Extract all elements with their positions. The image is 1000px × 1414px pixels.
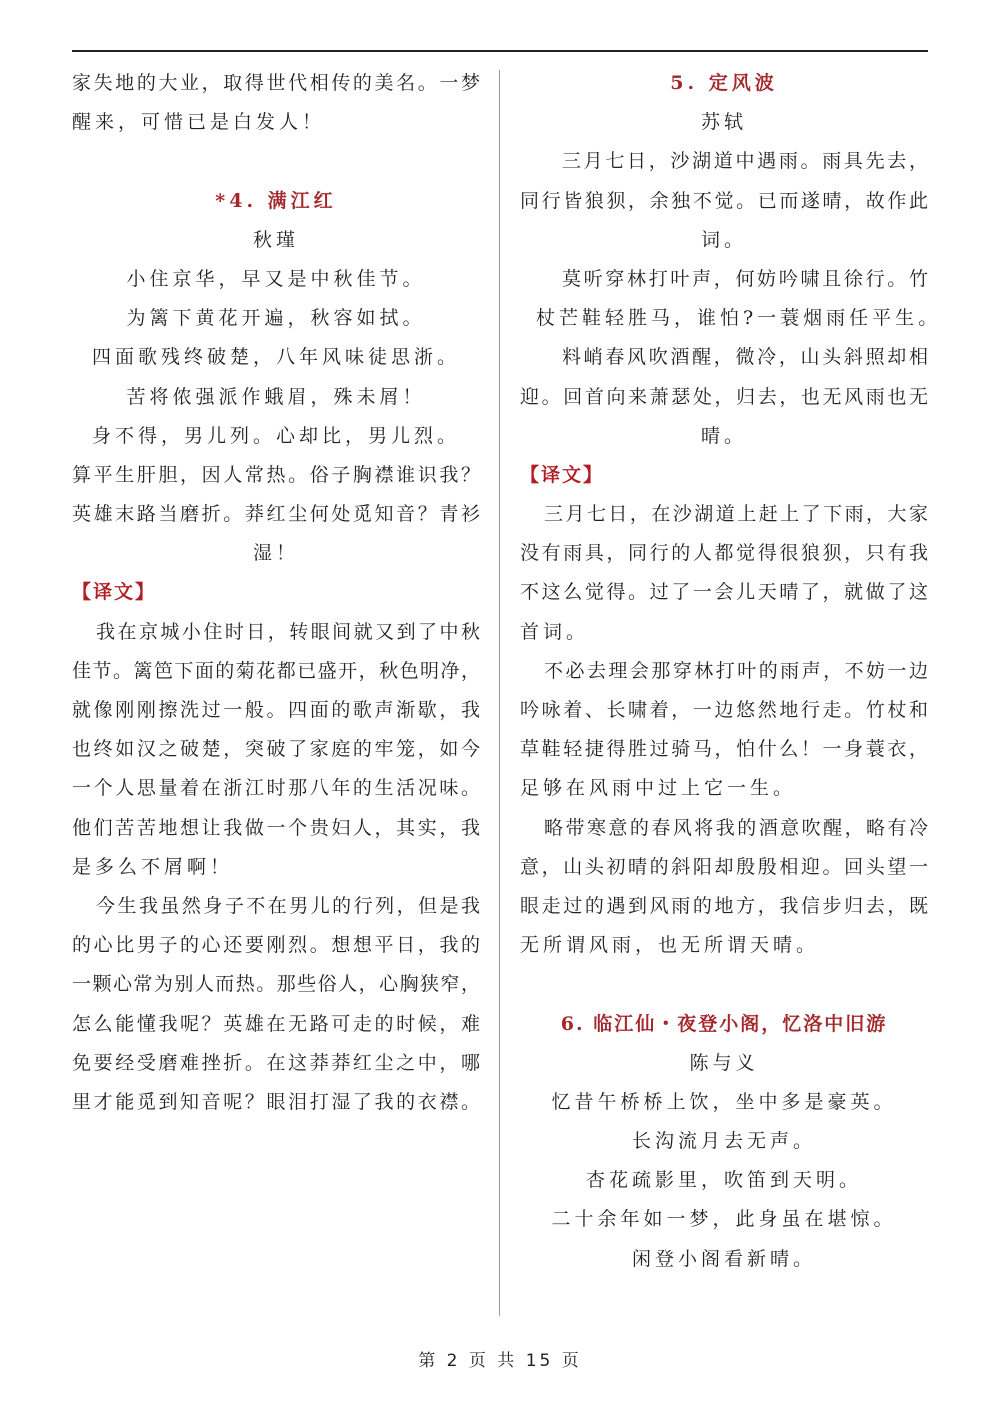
poem-author: 苏轼 <box>700 111 747 134</box>
poem-line: 为篱下黄花开遍，秋容如拭。 <box>126 307 426 330</box>
translation-line: 不必去理会那穿林打叶的雨声，不妨一边 <box>544 659 928 682</box>
translation-line: 免要经受磨难挫折。在这莽莽红尘之中，哪 <box>72 1051 480 1074</box>
right-column <box>520 64 942 1279</box>
translation-line: 里才能觅到知音呢？眼泪打湿了我的衣襟。 <box>72 1090 480 1113</box>
poem-line: 闲登小阁看新晴。 <box>631 1247 816 1270</box>
poem-line: 词。 <box>700 228 747 251</box>
spacer <box>520 965 928 1004</box>
poem-line: 苦将侬强派作蛾眉，殊未屑！ <box>126 385 426 408</box>
poem-line: 长沟流月去无声。 <box>631 1130 816 1153</box>
poem-line: 同行皆狼狈，余独不觉。已而遂晴，故作此 <box>520 189 928 212</box>
header-rule <box>72 50 928 52</box>
poem-line: 料峭春风吹酒醒，微冷，山头斜照却相 <box>562 346 928 369</box>
poem-title: *4. 满江红 <box>215 189 337 212</box>
translation-line: 他们苦苦地想让我做一个贵妇人，其实，我 <box>72 816 480 839</box>
poem-line: 身不得，男儿列。心却比，男儿烈。 <box>91 424 460 447</box>
poem-line: 小住京华，早又是中秋佳节。 <box>126 267 426 290</box>
text-line: 家失地的大业，取得世代相传的美名。一梦 <box>72 72 480 94</box>
poem-line: 杏花疏影里，吹笛到天明。 <box>585 1169 862 1192</box>
poem-line: 湿！ <box>252 542 299 565</box>
text-line: 醒来，可惜已是白发人！ <box>72 111 326 134</box>
poem-line: 三月七日，沙湖道中遇雨。雨具先去， <box>562 150 928 173</box>
translation-line: 一颗心常为别人而热。那些俗人，心胸狭窄， <box>72 973 480 996</box>
translation-line: 我在京城小住时日，转眼间就又到了中秋 <box>96 620 480 643</box>
translation-label: 【译文】 <box>520 463 605 486</box>
translation-line: 草鞋轻捷得胜过骑马，怕什么！一身蓑衣， <box>520 738 928 761</box>
poem-line: 四面歌残终破楚，八年风味徒思浙。 <box>91 346 460 369</box>
poem-line: 莫听穿林打叶声，何妨吟啸且徐行。竹 <box>562 267 928 290</box>
translation-line: 三月七日，在沙湖道上赶上了下雨，大家 <box>544 503 928 526</box>
translation-line: 就像刚刚擦洗过一般。四面的歌声渐歇，我 <box>72 699 480 721</box>
translation-line: 没有雨具，同行的人都觉得很狼狈，只有我 <box>520 542 928 565</box>
poem-line: 忆昔午桥桥上饮，坐中多是豪英。 <box>551 1090 897 1113</box>
translation-line: 怎么能懂我呢？英雄在无路可走的时候，难 <box>72 1012 480 1035</box>
poem-line: 算平生肝胆，因人常热。俗子胸襟谁识我？ <box>72 463 480 486</box>
translation-line: 一个人思量着在浙江时那八年的生活况味。 <box>72 777 480 800</box>
translation-line: 足够在风雨中过上它一生。 <box>520 777 797 800</box>
poem-line: 杖芒鞋轻胜马，谁怕?一蓑烟雨任平生。 <box>536 307 942 330</box>
translation-line: 也终如汉之破楚，突破了家庭的牢笼，如今 <box>72 738 480 761</box>
column-divider <box>499 70 500 1316</box>
poem-title: 6. 临江仙・夜登小阁，忆洛中旧游 <box>560 1012 888 1035</box>
poem-line: 迎。回首向来萧瑟处，归去，也无风雨也无 <box>520 385 928 408</box>
translation-label: 【译文】 <box>72 581 157 604</box>
translation-line: 今生我虽然身子不在男儿的行列，但是我 <box>96 894 480 917</box>
poem-line: 英雄末路当磨折。莽红尘何处觅知音？青衫 <box>72 503 480 526</box>
translation-line: 吟咏着、长啸着，一边悠然地行走。竹杖和 <box>520 699 928 721</box>
poem-author: 秋瑾 <box>252 228 299 251</box>
poem-line: 二十余年如一梦，此身虽在堪惊。 <box>551 1208 897 1231</box>
translation-line: 首词。 <box>520 620 590 643</box>
translation-line: 的心比男子的心还要刚烈。想想平日，我的 <box>72 934 480 957</box>
left-column <box>72 64 480 1122</box>
translation-line: 佳节。篱笆下面的菊花都已盛开，秋色明净， <box>72 659 480 682</box>
poem-title: 5. 定风波 <box>670 72 778 94</box>
translation-line: 略带寒意的春风将我的酒意吹醒，略有冷 <box>544 816 928 839</box>
translation-line: 意，山头初晴的斜阳却殷殷相迎。回头望一 <box>520 855 928 878</box>
translation-line: 眼走过的遇到风雨的地方，我信步归去，既 <box>520 894 928 917</box>
page-number: 第 2 页 共 15 页 <box>418 1351 582 1371</box>
poem-author: 陈与义 <box>689 1051 759 1074</box>
translation-line: 无所谓风雨，也无所谓天晴。 <box>520 934 820 957</box>
spacer <box>72 142 480 181</box>
translation-line: 是多么不屑啊！ <box>72 855 234 878</box>
translation-line: 不这么觉得。过了一会儿天晴了，就做了这 <box>520 581 928 604</box>
poem-line: 晴。 <box>700 424 747 447</box>
